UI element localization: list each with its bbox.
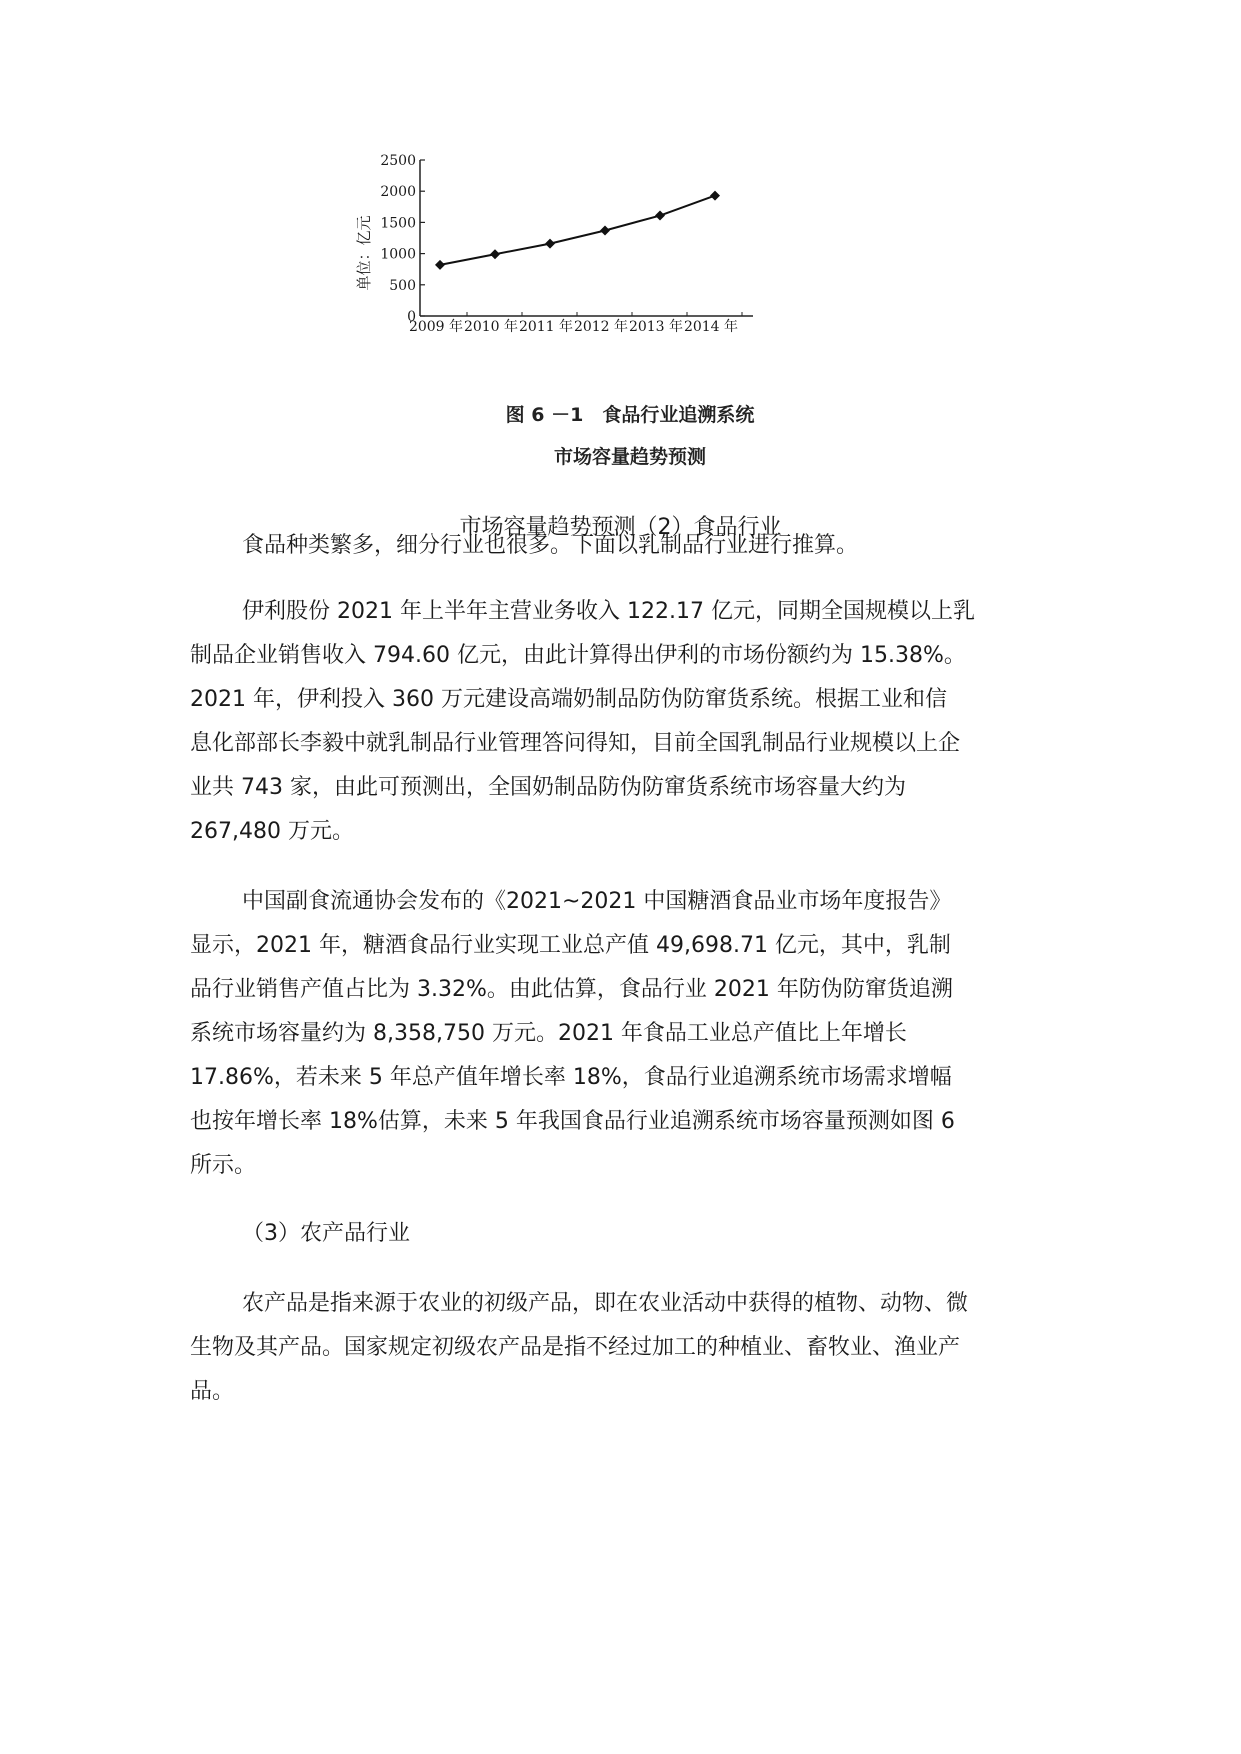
y-tick-label: 2500 (380, 153, 416, 169)
y-tick-label: 500 (389, 277, 416, 294)
paragraph-line: 息化部部长李毅中就乳制品行业管理答问得知，目前全国乳制品行业规模以上企 (190, 731, 961, 756)
paragraph-line: 2021 年，伊利投入 360 万元建设高端奶制品防伪防窜货系统。根据工业和信 (190, 687, 947, 712)
paragraph-line: 伊利股份 2021 年上半年主营业务收入 122.17 亿元，同期全国规模以上乳 (242, 599, 975, 624)
x-tick-label: 2009 年 (408, 319, 464, 335)
paragraph-line: 中国副食流通协会发布的《2021~2021 中国糖酒食品业市场年度报告》 (242, 889, 952, 914)
data-point (710, 191, 720, 201)
data-point (490, 249, 500, 259)
x-tick-label: 2013 年 (628, 319, 684, 335)
data-point (435, 260, 445, 270)
paragraph-line: 品行业销售产值占比为 3.32%。由此估算，食品行业 2021 年防伪防窜货追溯 (190, 977, 953, 1002)
series-line (440, 196, 715, 265)
section-caption: 市场容量趋势预测（2）食品行业 (459, 515, 782, 540)
figure-caption-line1: 图 6 －1 食品行业追溯系统 (505, 404, 755, 426)
paragraph-line: 267,480 万元。 (190, 819, 354, 844)
line-chart (355, 153, 865, 390)
paragraph-line: 系统市场容量约为 8,358,750 万元。2021 年食品工业总产值比上年增长 (190, 1021, 907, 1046)
paragraph-line: 食品种类繁多，细分行业也很多。下面以乳制品行业进行推算。 (242, 533, 859, 558)
y-axis-label: 单位：亿元 (355, 215, 373, 291)
data-point (600, 226, 610, 236)
paragraph-3 (190, 880, 1055, 1188)
paragraph-line: 生物及其产品。国家规定初级农产品是指不经过加工的种植业、畜牧业、渔业产 (190, 1335, 961, 1360)
paragraph-2 (190, 590, 1055, 854)
y-tick-label: 2000 (380, 184, 416, 201)
x-tick-label: 2012 年 (573, 319, 629, 335)
y-tick-label: 0 (407, 309, 416, 325)
paragraph-4 (190, 1282, 1055, 1414)
x-tick-label: 2010 年 (463, 319, 519, 335)
subheading-agriculture (190, 1212, 1055, 1256)
y-tick-label: 1500 (380, 215, 416, 232)
data-point (655, 211, 665, 221)
x-tick-label: 2011 年 (518, 319, 574, 335)
paragraph-line: 17.86%，若未来 5 年总产值年增长率 18%，食品行业追溯系统市场需求增幅 (190, 1065, 952, 1090)
data-point (545, 239, 555, 249)
paragraph-line: 品。 (190, 1379, 235, 1404)
subheading-text: （3）农产品行业 (242, 1221, 410, 1246)
figure-caption-line2: 市场容量趋势预测 (553, 446, 706, 468)
paragraph-line: 业共 743 家，由此可预测出，全国奶制品防伪防窜货系统市场容量大约为 (190, 775, 906, 800)
paragraph-line: 也按年增长率 18%估算，未来 5 年我国食品行业追溯系统市场容量预测如图 6 (190, 1109, 955, 1134)
y-tick-label: 1000 (380, 246, 416, 263)
paragraph-line: 农产品是指来源于农业的初级产品，即在农业活动中获得的植物、动物、微 (242, 1291, 969, 1316)
paragraph-line: 制品企业销售收入 794.60 亿元，由此计算得出伊利的市场份额约为 15.38%。 (190, 643, 966, 668)
paragraph-line: 显示，2021 年，糖酒食品行业实现工业总产值 49,698.71 亿元，其中，乳制 (190, 933, 951, 958)
chart-figure (355, 153, 865, 480)
paragraph-1 (190, 524, 1055, 568)
x-tick-label: 2014 年 (683, 319, 739, 335)
paragraph-line: 所示。 (190, 1153, 257, 1178)
